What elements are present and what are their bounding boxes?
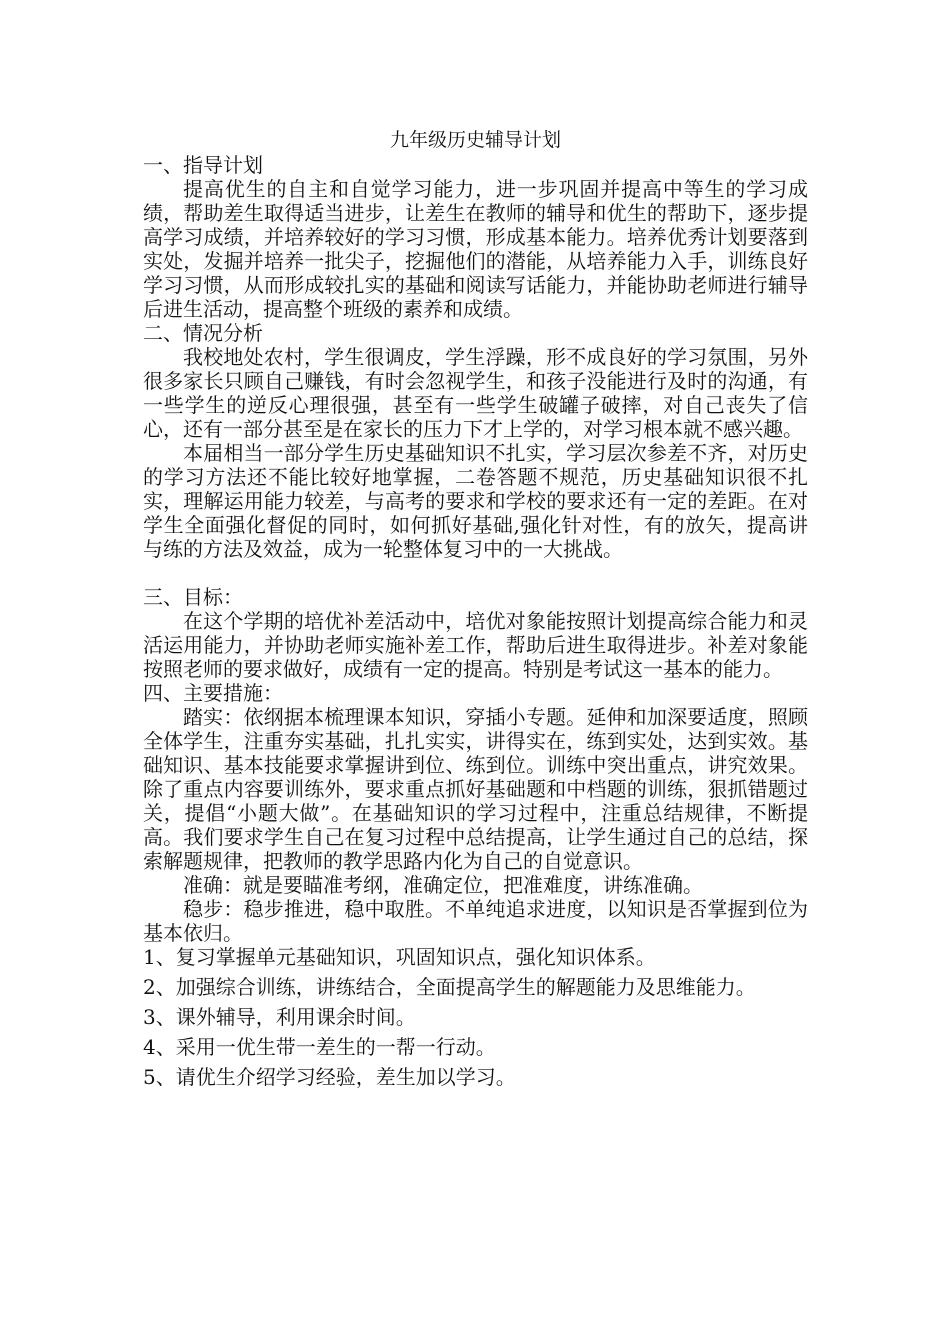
paragraph-guidance: 提高优生的自主和自觉学习能力，进一步巩固并提高中等生的学习成绩，帮助差生取得适当进步，让差生在教师的辅导和优生的帮助下，逐步提高学习成绩，并培养较好的学习习惯，形成基本能力。培养优秀计划要落到实处，发掘并培养一批尖子，挖掘他们的潜能，从培养能力入手，训练良好学习习惯，从而形成较扎实的基础和阅读写话能力，并能协助老师进行辅导后进生活动，提高整个班级的素养和成绩。 — [143, 177, 808, 321]
paragraph-measures-accurate: 准确：就是要瞄准考纲，准确定位，把准难度，讲练准确。 — [183, 873, 703, 897]
paragraph-goals: 在这个学期的培优补差活动中，培优对象能按照计划提高综合能力和灵活运用能力，并协助老师实施补差工作，帮助后进生取得进步。补差对象能按照老师的要求做好，成绩有一定的提高。特别是考试这一基本的能力。 — [143, 609, 808, 681]
blank-line — [143, 561, 808, 585]
measure-item-4: 4、采用一优生带一差生的一帮一行动。 — [143, 1035, 496, 1059]
measure-item-1: 1、复习掌握单元基础知识，巩固知识点，强化知识体系。 — [143, 945, 656, 969]
measure-item-3: 3、课外辅导，利用课余时间。 — [143, 1005, 416, 1029]
section-heading-goals: 三、目标： — [143, 585, 243, 609]
section-heading-measures: 四、主要措施： — [143, 681, 283, 705]
paragraph-measures-solid: 踏实：依纲据本梳理课本知识，穿插小专题。延伸和加深要适度，照顾全体学生，注重夯实基础，扎扎实实，讲得实在，练到实处，达到实效。基础知识、基本技能要求掌握讲到位、练到位。训练中突出重点，讲究效果。除了重点内容要训练外，要求重点抓好基础题和中档题的训练，狠抓错题过关，提倡“小题大做”。在基础知识的学习过程中，注重总结规律，不断提高。我们要求学生自己在复习过程中总结提高，让学生通过自己的总结，探索解题规律，把教师的教学思路内化为自己的自觉意识。 — [143, 705, 808, 873]
section-heading-guidance: 一、指导计划 — [143, 153, 263, 177]
paragraph-analysis-2: 本届相当一部分学生历史基础知识不扎实，学习层次参差不齐，对历史的学习方法还不能比较好地掌握，二卷答题不规范，历史基础知识很不扎实，理解运用能力较差，与高考的要求和学校的要求还有一定的差距。在对学生全面强化督促的同时，如何抓好基础,强化针对性，有的放矢，提高讲与练的方法及效益，成为一轮整体复习中的一大挑战。 — [143, 441, 808, 561]
paragraph-measures-steady: 稳步：稳步推进，稳中取胜。不单纯追求进度，以知识是否掌握到位为基本依归。 — [143, 897, 808, 945]
measure-item-5: 5、请优生介绍学习经验，差生加以学习。 — [143, 1065, 516, 1089]
document-title: 九年级历史辅导计划 — [389, 129, 561, 151]
paragraph-analysis-1: 我校地处农村，学生很调皮，学生浮躁，形不成良好的学习氛围，另外很多家长只顾自己赚钱，有时会忽视学生，和孩子没能进行及时的沟通，有一些学生的逆反心理很强，甚至有一些学生破罐子破摔，对自己丧失了信心，还有一部分甚至是在家长的压力下才上学的，对学习根本就不感兴趣。 — [143, 345, 808, 441]
measure-item-2: 2、加强综合训练，讲练结合，全面提高学生的解题能力及思维能力。 — [143, 975, 756, 999]
section-heading-analysis: 二、情况分析 — [143, 321, 263, 345]
document-page — [143, 127, 808, 1089]
